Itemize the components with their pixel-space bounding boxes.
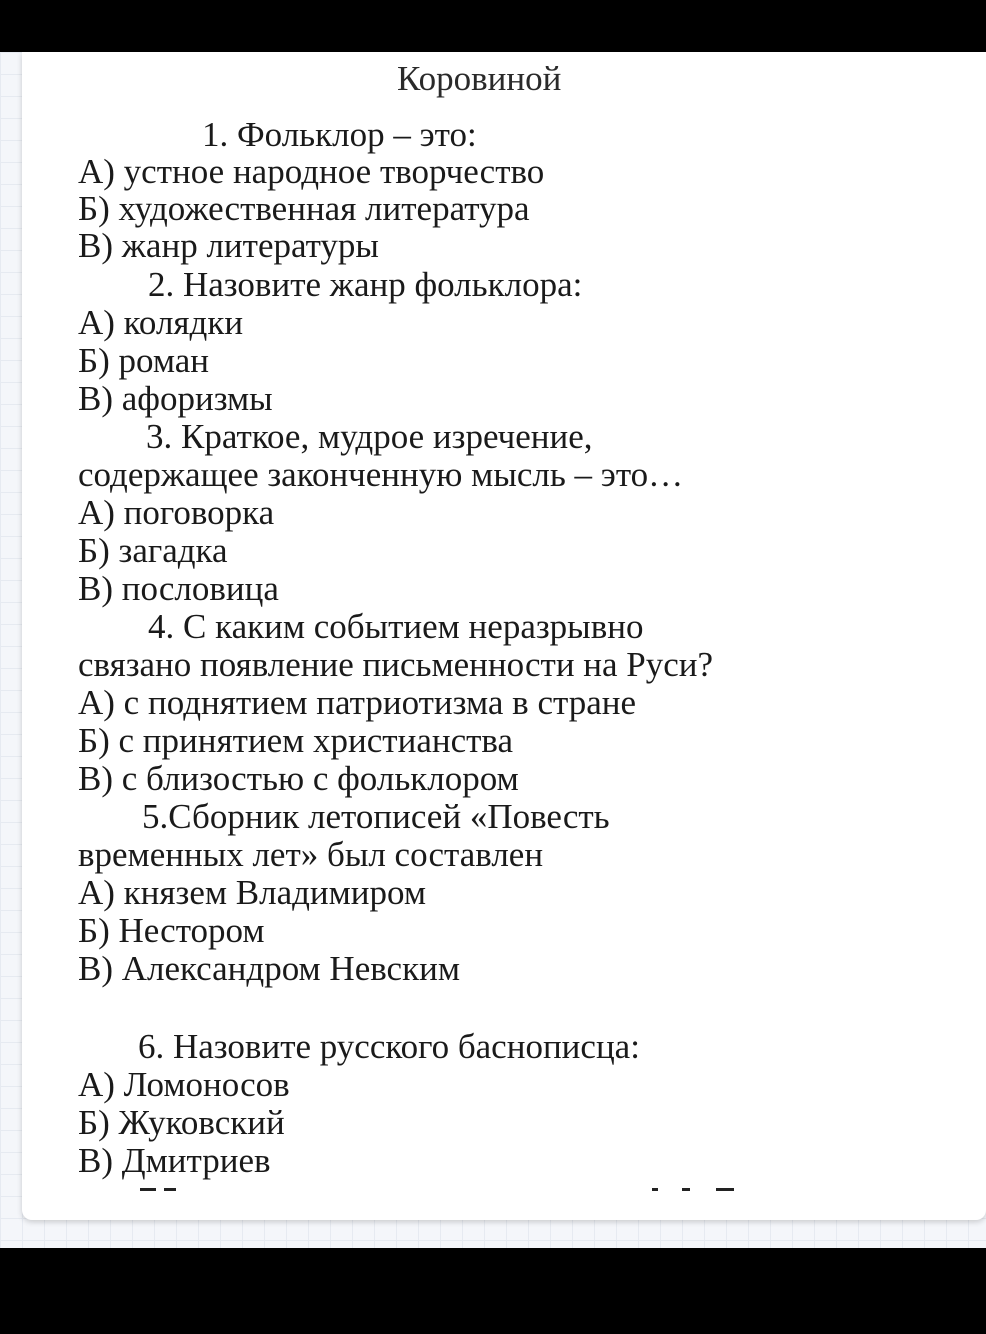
question-5-line-1: 5.Сборник летописей «Повесть xyxy=(142,797,610,836)
header-fragment: Коровиной xyxy=(397,59,562,98)
answer-6c: В) Дмитриев xyxy=(78,1141,271,1180)
answer-6a: А) Ломоносов xyxy=(78,1065,290,1104)
answer-1b: Б) художественная литература xyxy=(78,189,530,228)
question-1: 1. Фольклор – это: xyxy=(202,115,477,154)
cut-off-text-fragment xyxy=(716,1188,734,1191)
answer-1c: В) жанр литературы xyxy=(78,226,379,265)
answer-2a: А) колядки xyxy=(78,303,244,342)
document-page[interactable] xyxy=(22,52,986,1220)
answer-5c: В) Александром Невским xyxy=(78,949,460,988)
answer-4c: В) с близостью с фольклором xyxy=(78,759,519,798)
answer-6b: Б) Жуковский xyxy=(78,1103,285,1142)
document-viewer xyxy=(0,52,986,1248)
question-3-line-1: 3. Краткое, мудрое изречение, xyxy=(146,417,593,456)
answer-5b: Б) Нестором xyxy=(78,911,265,950)
answer-3b: Б) загадка xyxy=(78,531,228,570)
answer-4b: Б) с принятием христианства xyxy=(78,721,514,760)
answer-3a: А) поговорка xyxy=(78,493,275,532)
cut-off-text-fragment xyxy=(140,1188,156,1191)
answer-3c: В) пословица xyxy=(78,569,279,608)
cut-off-text-fragment xyxy=(164,1188,176,1191)
question-3-line-2: содержащее законченную мысль – это… xyxy=(78,455,684,494)
answer-2c: В) афоризмы xyxy=(78,379,273,418)
question-4-line-1: 4. С каким событием неразрывно xyxy=(148,607,644,646)
answer-4a: А) с поднятием патриотизма в стране xyxy=(78,683,637,722)
cut-off-text-fragment xyxy=(682,1188,690,1191)
question-2: 2. Назовите жанр фольклора: xyxy=(148,265,583,304)
answer-5a: А) князем Владимиром xyxy=(78,873,427,912)
question-4-line-2: связано появление письменности на Руси? xyxy=(78,645,714,684)
answer-1a: А) устное народное творчество xyxy=(78,152,545,191)
question-6: 6. Назовите русского баснописца: xyxy=(138,1027,640,1066)
cut-off-text-fragment xyxy=(652,1188,658,1191)
question-5-line-2: временных лет» был составлен xyxy=(78,835,544,874)
answer-2b: Б) роман xyxy=(78,341,210,380)
